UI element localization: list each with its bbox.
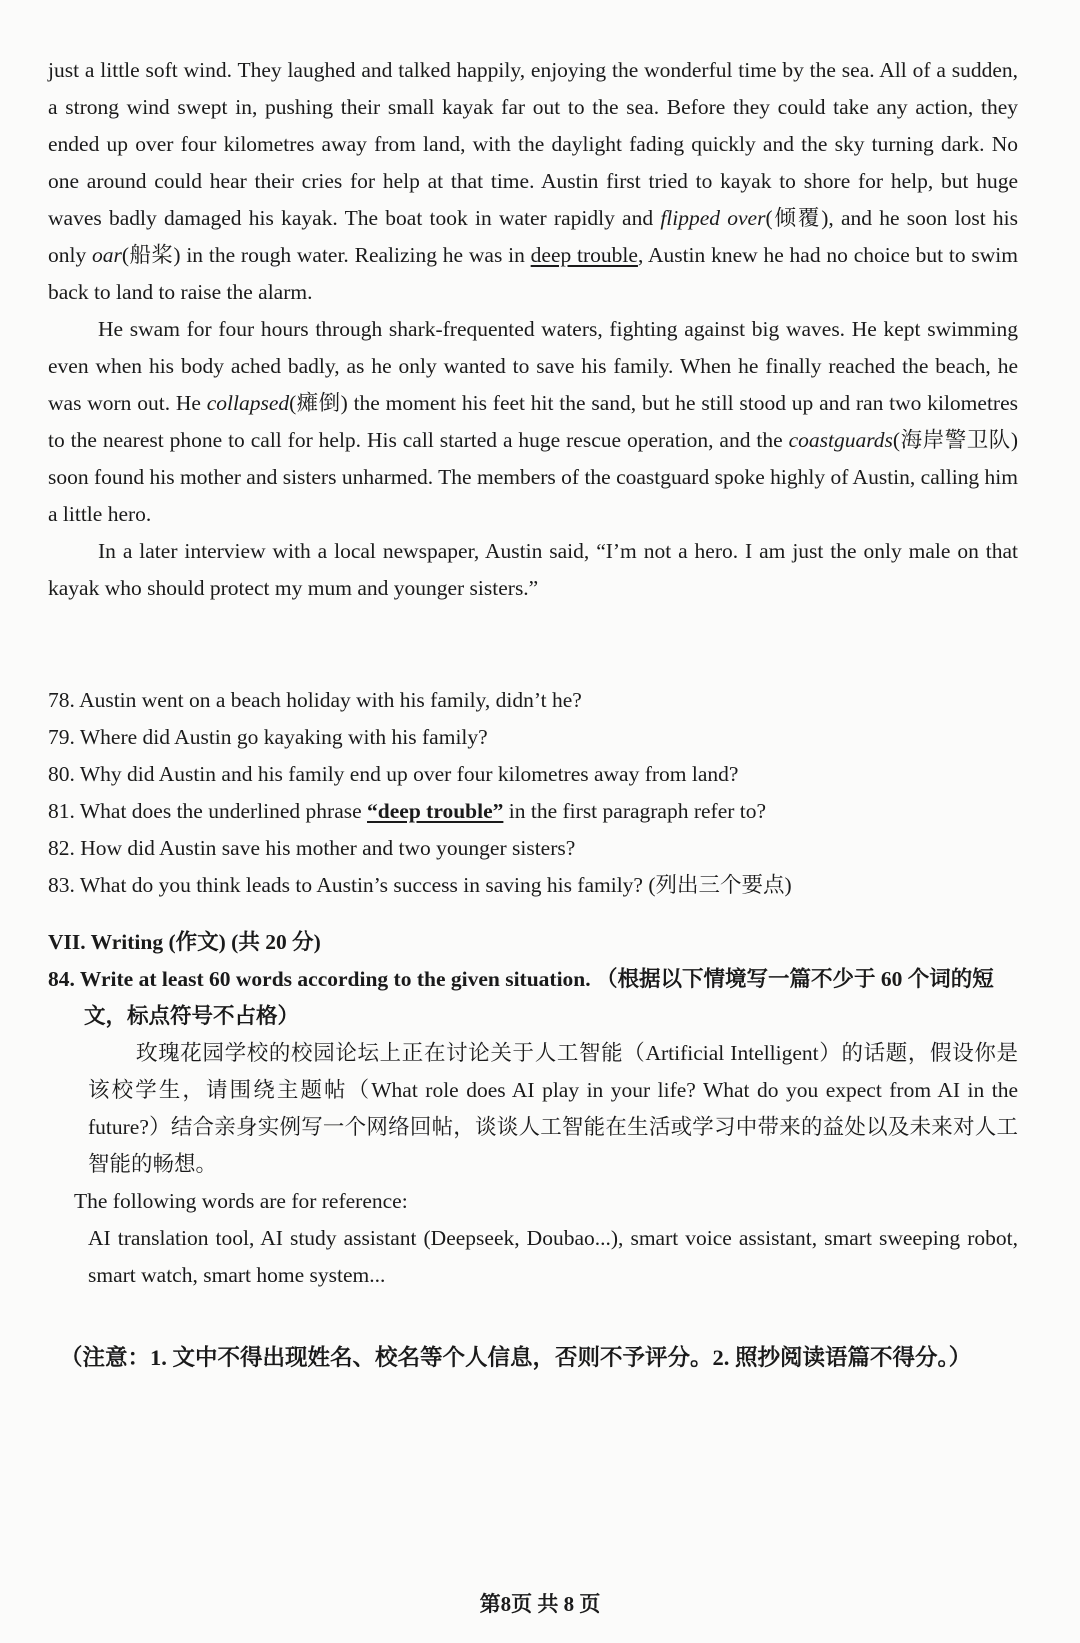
question-list <box>48 682 1018 904</box>
question-81: 81. What does the underlined phrase “deep trouble” in the first paragraph refer to? <box>48 799 767 823</box>
question-79: 79. Where did Austin go kayaking with his family? <box>48 725 488 749</box>
reference-words: AI translation tool, AI study assistant (Deepseek, Doubao...), smart voice assistant, smart sweeping robot, smart watch, smart home system... <box>88 1226 1018 1287</box>
question-81-quoted-phrase: “deep trouble” <box>367 799 504 823</box>
page-footer: 第8页 共 8 页 <box>479 1592 601 1616</box>
underlined-phrase: deep trouble <box>530 243 638 267</box>
writing-section <box>48 924 1018 1294</box>
section-title: VII. Writing (作文) (共 20 分) <box>48 930 321 954</box>
attention-note: （注意：1. 文中不得出现姓名、校名等个人信息，否则不予评分。2. 照抄阅读语篇不得分。） <box>60 1345 972 1370</box>
gloss-flipped-over: flipped over <box>660 206 766 230</box>
gloss-oar: oar <box>92 243 122 267</box>
passage-paragraph-1: just a little soft wind. They laughed and talked happily, enjoying the wonderful time by the sea. All of a sudden, a strong wind swept in, pushing their small kayak far out to the sea. Before they could take any action, they ended up over four kilometres away from land, with the daylight fading quickly and the sky turning dark. No one around could hear their cries for help at that time. Austin first tried to kayak to shore for help, but huge waves badly damaged his kayak. The boat took in water rapidly and flipped over(倾覆), and he soon lost his only oar(船桨) in the rough water. Realizing he was in deep trouble, Austin knew he had no choice but to swim back to land to raise the alarm. <box>48 58 1018 304</box>
question-82: 82. How did Austin save his mother and two younger sisters? <box>48 836 576 860</box>
gloss-collapsed: collapsed <box>206 391 290 415</box>
gloss-coastguards: coastguards <box>788 428 893 452</box>
reference-heading: The following words are for reference: <box>74 1189 408 1213</box>
writing-prompt: 玫瑰花园学校的校园论坛上正在讨论关于人工智能（Artificial Intelligent）的话题，假设你是该校学生，请围绕主题帖（What role does AI play in your life? What do you expect from AI in the future?）结合亲身实例写一个网络回帖，谈谈人工智能在生活或学习中带来的益处以及未来对人工智能的畅想。 <box>88 1041 1018 1176</box>
question-83: 83. What do you think leads to Austin’s success in saving his family? (列出三个要点) <box>48 873 792 897</box>
passage-paragraph-2: He swam for four hours through shark-frequented waters, fighting against big waves. He kept swimming even when his body ached badly, as he only wanted to save his family. When he finally reached the beach, he was worn out. He collapsed(瘫倒) the moment his feet hit the sand, but he still stood up and ran two kilometres to the nearest phone to call for help. His call started a huge rescue operation, and the coastguards(海岸警卫队) soon found his mother and sisters unharmed. The members of the coastguard spoke highly of Austin, calling him a little hero. <box>48 317 1018 526</box>
passage-paragraph-3: In a later interview with a local newspaper, Austin said, “I’m not a hero. I am just the only male on that kayak who should protect my mum and younger sisters.” <box>48 539 1018 600</box>
writing-task: 84. Write at least 60 words according to the given situation. （根据以下情境写一篇不少于 60 个词的短文，标点符号不占格） <box>48 967 994 1028</box>
question-80: 80. Why did Austin and his family end up over four kilometres away from land? <box>48 762 739 786</box>
question-78: 78. Austin went on a beach holiday with his family, didn’t he? <box>48 688 582 712</box>
reading-passage <box>48 52 1018 607</box>
